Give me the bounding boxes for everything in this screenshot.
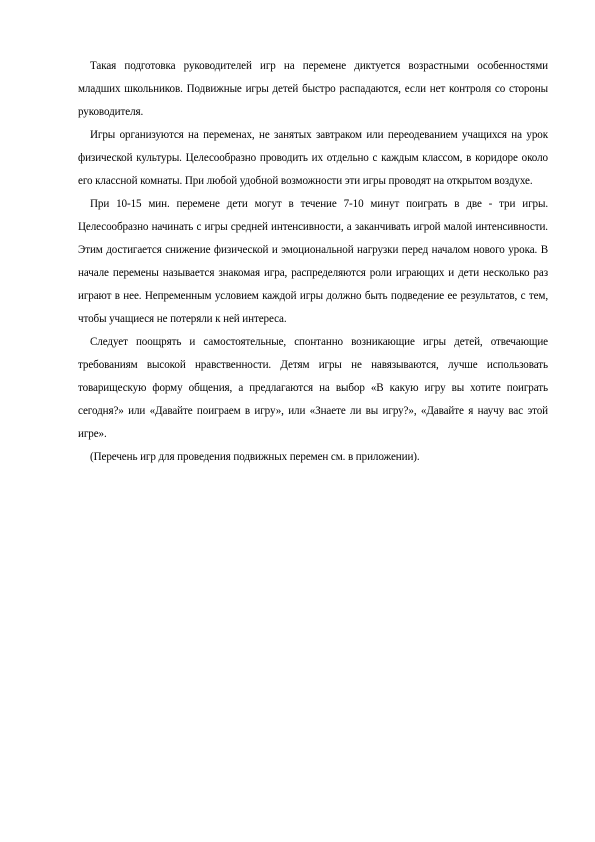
paragraph-organization: Игры организуются на переменах, не занятых завтраком или переодеванием учащихся на урок физической культуры. Целесообразно проводить их отдельно с каждым классом, в коридоре около его классной комнаты. При любой удобной возможности эти игры проводят на открытом воздухе. [78,129,548,187]
paragraph-preparation: Такая подготовка руководителей игр на перемене диктуется возрастными особенностями младших школьников. Подвижные игры детей быстро распадаются, если нет контроля со стороны руководителя. [78,60,548,118]
paragraph-spontaneous-games: Следует поощрять и самостоятельные, спонтанно возникающие игры детей, отвечающие требованиям высокой нравственности. Детям игры не навязываются, лучше использовать товарищескую форму общения, а предлагаются на выбор «В какую игру вы хотите поиграть сегодня?» или «Давайте поиграем в игру», или «Знаете ли вы игру?», «Давайте я научу вас этой игре». [78,336,548,440]
document-body [78,55,548,469]
paragraph-timing: При 10-15 мин. перемене дети могут в течение 7-10 минут поиграть в две - три игры. Целесообразно начинать с игры средней интенсивности, а заканчивать игрой малой интенсивности. Этим достигается снижение физической и эмоциональной нагрузки перед началом нового урока. В начале перемены называется знакомая игра, распределяются роли играющих и дети несколько раз играют в нее. Непременным условием каждой игры должно быть подведение ее результатов, с тем, чтобы учащиеся не потеряли к ней интереса. [78,198,548,325]
paragraph-appendix-note: (Перечень игр для проведения подвижных перемен см. в приложении). [90,451,420,463]
